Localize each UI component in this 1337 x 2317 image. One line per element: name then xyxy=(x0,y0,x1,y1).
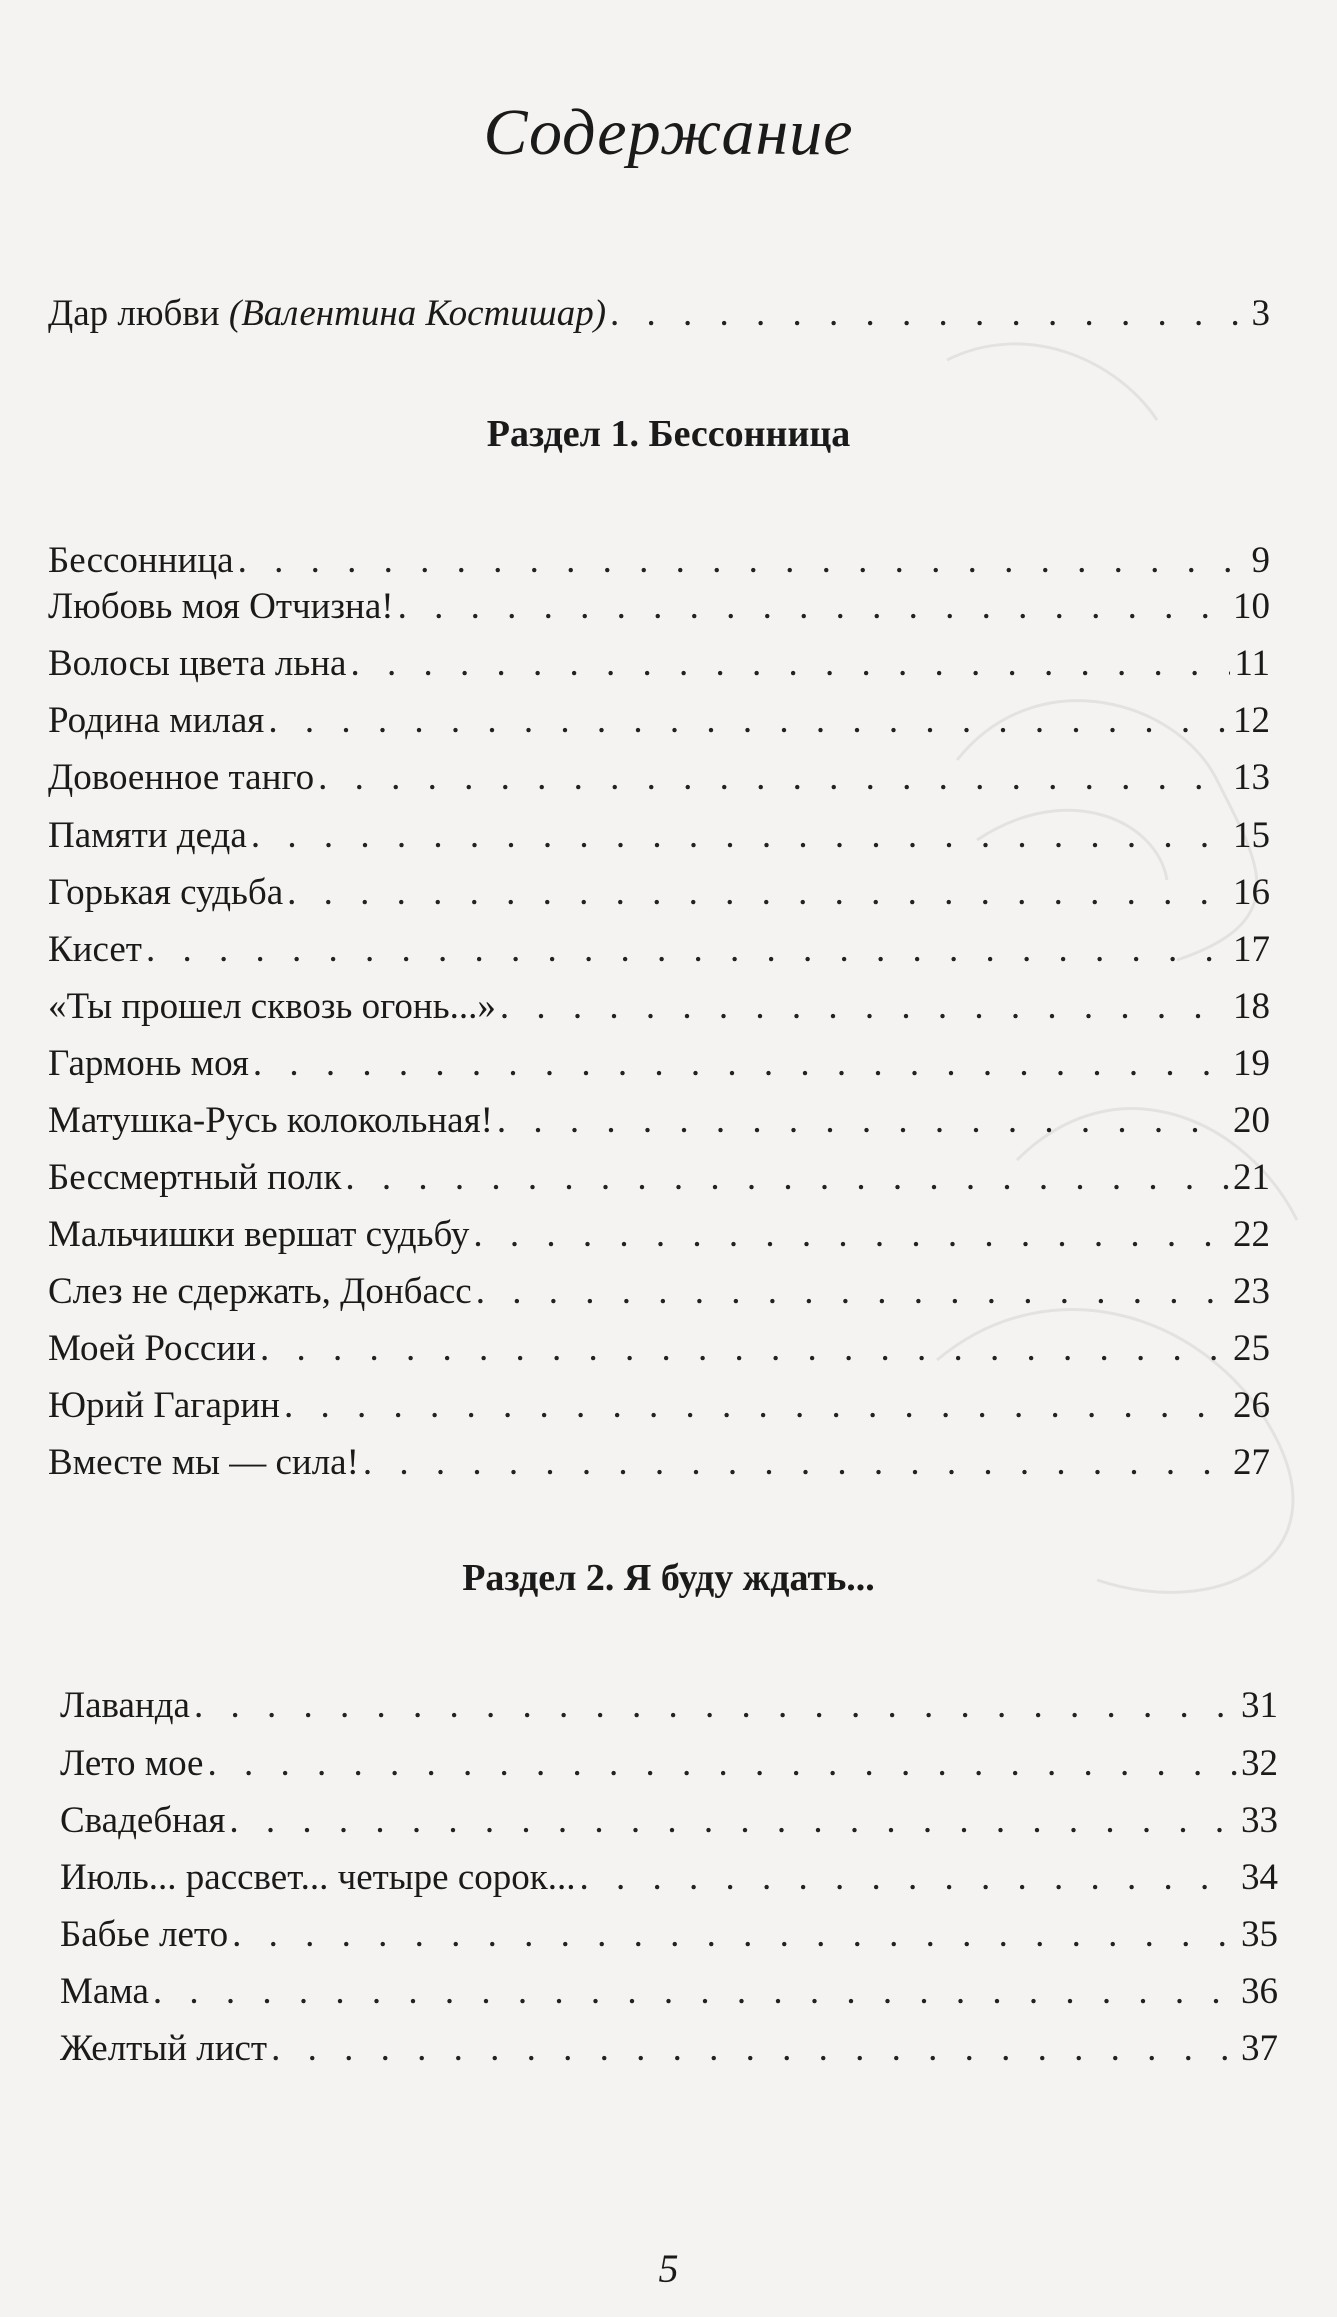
toc-entry[interactable] xyxy=(48,926,1270,974)
toc-entry-title: Лаванда xyxy=(60,1685,190,1726)
toc-page-number: 21 xyxy=(1233,1157,1270,1198)
toc-entry-title: Гармонь моя xyxy=(48,1043,249,1084)
toc-entry-title: Волосы цвета льна xyxy=(48,643,347,684)
toc-entry-title: Кисет xyxy=(48,929,142,970)
leader-dots xyxy=(207,1740,1237,1788)
toc-page-number: 20 xyxy=(1233,1100,1270,1141)
leader-dots xyxy=(253,1040,1229,1088)
leader-dots xyxy=(238,537,1248,585)
toc-entry[interactable] xyxy=(48,754,1270,802)
section-heading: Раздел 1. Бессонница xyxy=(486,413,851,455)
toc-entry[interactable] xyxy=(60,1797,1278,1845)
leader-dots xyxy=(251,812,1229,860)
toc-entry-intro[interactable] xyxy=(48,290,1270,338)
toc-entry-title: Желтый лист xyxy=(60,2028,268,2069)
toc-page-number: 16 xyxy=(1233,872,1270,913)
toc-entry-title: Бессонница xyxy=(48,540,234,581)
toc-entry[interactable] xyxy=(60,1682,1278,1730)
toc-entry[interactable] xyxy=(48,869,1270,917)
leader-dots xyxy=(268,697,1229,745)
leader-dots xyxy=(260,1325,1229,1373)
toc-page-number: 34 xyxy=(1241,1857,1278,1898)
toc-entry-author: (Валентина Костишар) xyxy=(228,293,607,334)
leader-dots xyxy=(271,2025,1237,2073)
toc-entry[interactable] xyxy=(60,1968,1278,2016)
toc-entry[interactable] xyxy=(60,1854,1278,1902)
toc-page-number: 26 xyxy=(1233,1385,1270,1426)
leader-dots xyxy=(398,583,1229,631)
leader-dots xyxy=(153,1968,1237,2016)
toc-entry[interactable] xyxy=(48,1382,1270,1430)
toc-page-number: 19 xyxy=(1233,1043,1270,1084)
toc-page-number: 9 xyxy=(1251,540,1270,581)
leader-dots xyxy=(318,754,1229,802)
toc-entry-title: Памяти деда xyxy=(48,815,247,856)
toc-entry[interactable] xyxy=(60,1911,1278,1959)
toc-entry[interactable] xyxy=(48,1211,1270,1259)
toc-page-number: 33 xyxy=(1241,1800,1278,1841)
page-number-footer: 5 xyxy=(658,2246,679,2291)
toc-page-number: 13 xyxy=(1233,757,1270,798)
toc-entry[interactable] xyxy=(48,1154,1270,1202)
toc-entry-title: Родина милая xyxy=(48,700,265,741)
toc-entry-title: Моей России xyxy=(48,1328,256,1369)
leader-dots xyxy=(610,290,1247,338)
toc-page-number: 22 xyxy=(1233,1214,1270,1255)
toc-entry-title: Бабье лето xyxy=(60,1914,229,1955)
toc-page-number: 15 xyxy=(1233,815,1270,856)
toc-page-number: 35 xyxy=(1241,1914,1278,1955)
toc-entry[interactable] xyxy=(48,697,1270,745)
toc-page-number: 37 xyxy=(1241,2028,1278,2069)
toc-page-number: 11 xyxy=(1234,643,1270,684)
toc-entry-title: Мама xyxy=(60,1971,149,2012)
leader-dots xyxy=(194,1682,1237,1730)
toc-page-number: 36 xyxy=(1241,1971,1278,2012)
toc-entry[interactable] xyxy=(48,1268,1270,1316)
leader-dots xyxy=(284,1382,1229,1430)
toc-entry-title: Мальчишки вершат судьбу xyxy=(48,1214,470,1255)
toc-entry-title: Свадебная xyxy=(60,1800,226,1841)
toc-entry[interactable] xyxy=(48,537,1270,585)
toc-page-number: 12 xyxy=(1233,700,1270,741)
toc-page-number: 3 xyxy=(1251,293,1270,334)
toc-page-number: 25 xyxy=(1233,1328,1270,1369)
toc-entry[interactable] xyxy=(60,1740,1278,1788)
toc-entry[interactable] xyxy=(48,1097,1270,1145)
toc-entry[interactable] xyxy=(48,1325,1270,1373)
toc-entry[interactable] xyxy=(48,583,1270,631)
toc-entry-title: Июль... рассвет... четыре сорок... xyxy=(60,1857,576,1898)
toc-page-number: 31 xyxy=(1241,1685,1278,1726)
leader-dots xyxy=(500,983,1229,1031)
toc-entry-title: Горькая судьба xyxy=(48,872,284,913)
toc-entry[interactable] xyxy=(60,2025,1278,2073)
leader-dots xyxy=(232,1911,1237,1959)
toc-entry-title: Бессмертный полк xyxy=(48,1157,342,1198)
leader-dots xyxy=(363,1439,1229,1487)
toc-entry[interactable] xyxy=(48,983,1270,1031)
leader-dots xyxy=(476,1268,1229,1316)
toc-page-number: 27 xyxy=(1233,1442,1270,1483)
toc-entry[interactable] xyxy=(48,1439,1270,1487)
leader-dots xyxy=(287,869,1229,917)
toc-entry[interactable] xyxy=(48,812,1270,860)
toc-page-number: 10 xyxy=(1233,586,1270,627)
page-title: Содержание xyxy=(483,96,854,169)
leader-dots xyxy=(146,926,1229,974)
toc-entry-title: «Ты прошел сквозь огонь...» xyxy=(48,986,496,1027)
toc-page-number: 18 xyxy=(1233,986,1270,1027)
leader-dots xyxy=(350,640,1230,688)
leader-dots xyxy=(229,1797,1237,1845)
toc-page-number: 17 xyxy=(1233,929,1270,970)
toc-entry-title: Матушка-Русь колокольная! xyxy=(48,1100,493,1141)
section-heading: Раздел 2. Я буду ждать... xyxy=(462,1557,875,1599)
toc-entry[interactable] xyxy=(48,640,1270,688)
toc-entry[interactable] xyxy=(48,1040,1270,1088)
toc-entry-title: Вместе мы — сила! xyxy=(48,1442,359,1483)
toc-entry-title: Лето мое xyxy=(60,1743,204,1784)
leader-dots xyxy=(580,1854,1238,1902)
toc-entry-title: Слез не сдержать, Донбасс xyxy=(48,1271,472,1312)
toc-entry-title: Любовь моя Отчизна! xyxy=(48,586,394,627)
leader-dots xyxy=(473,1211,1229,1259)
toc-entry-title: Довоенное танго xyxy=(48,757,315,798)
leader-dots xyxy=(497,1097,1229,1145)
toc-page-number: 32 xyxy=(1241,1743,1278,1784)
toc-page-number: 23 xyxy=(1233,1271,1270,1312)
toc-entry-title: Дар любви (Валентина Костишар) xyxy=(48,293,607,334)
toc-entry-title: Юрий Гагарин xyxy=(48,1385,280,1426)
leader-dots xyxy=(345,1154,1229,1202)
